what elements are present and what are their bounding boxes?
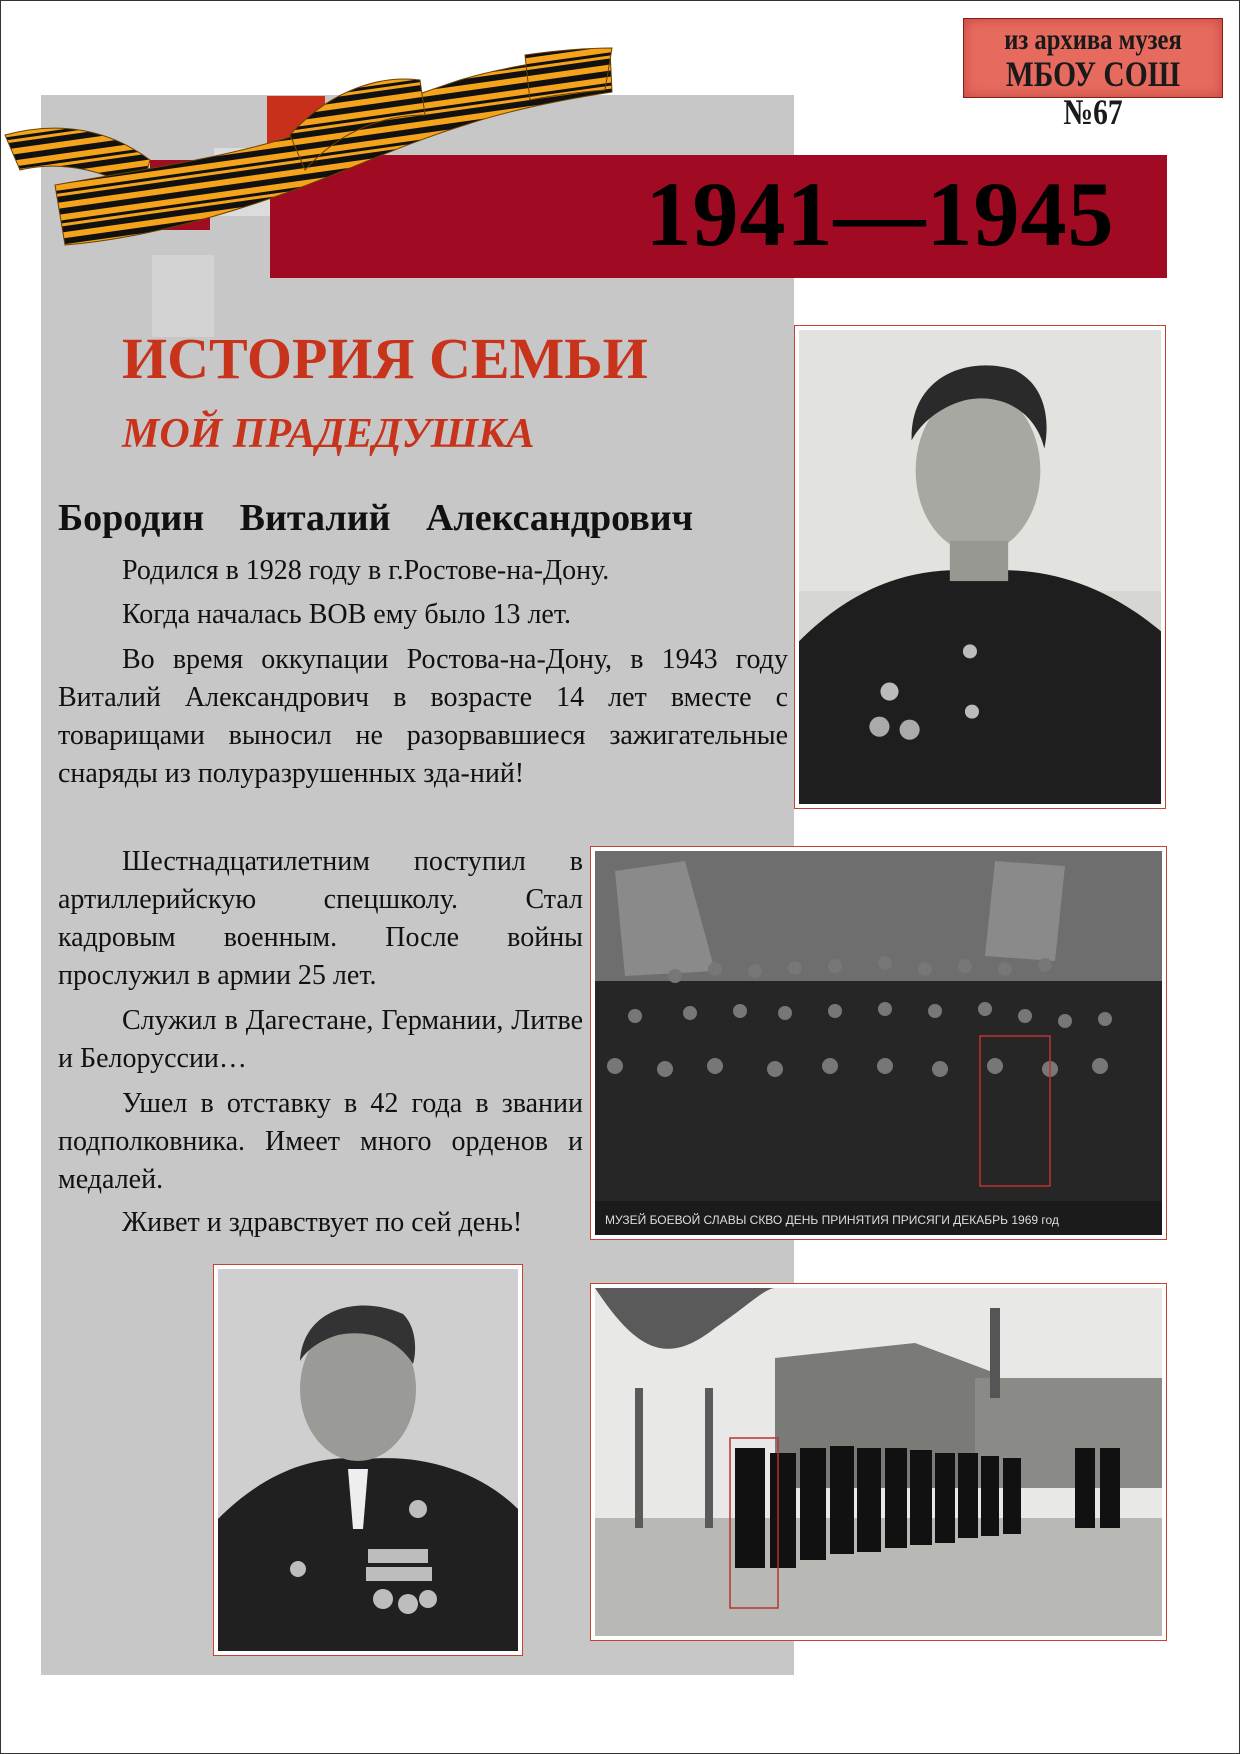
paragraph: Во время оккупации Ростова-на-Дону, в 1943 году Виталий Александрович в возрасте 14 лет вместе с товарищами выносил не разорвавшиеся зажигательные снаряды из полуразрушенных зда-ний! bbox=[58, 644, 788, 789]
marching-photo bbox=[590, 1283, 1167, 1641]
portrait-photo-young bbox=[794, 325, 1166, 809]
group-image bbox=[595, 851, 1162, 1235]
stamp-line2: МБОУ СОШ №67 bbox=[1005, 54, 1181, 132]
portrait-photo-old bbox=[213, 1264, 523, 1656]
paragraph: Родился в 1928 году в г.Ростове-на-Дону. bbox=[122, 555, 610, 586]
paragraph: Живет и здравствует по сей день! bbox=[122, 1207, 523, 1238]
person-name: Бородин Виталий Александрович bbox=[58, 497, 694, 539]
marching-image bbox=[595, 1288, 1162, 1636]
page-title: ИСТОРИЯ СЕМЬИ bbox=[122, 326, 648, 391]
paragraph: Шестнадцатилетним поступил в артиллерийскую спецшколу. Стал кадровым военным. После войны прослужил в армии 25 лет. bbox=[58, 846, 583, 991]
paragraph: Служил в Дагестане, Германии, Литве и Белоруссии… bbox=[58, 1005, 583, 1074]
paragraph: Ушел в отставку в 42 года в звании подполковника. Имеет много орденов и медалей. bbox=[58, 1088, 583, 1195]
group-photo-caption: МУЗЕЙ БОЕВОЙ СЛАВЫ СКВО ДЕНЬ ПРИНЯТИЯ ПРИСЯГИ ДЕКАБРЬ 1969 год bbox=[605, 1213, 1059, 1227]
museum-stamp bbox=[963, 18, 1223, 132]
st-george-ribbon-icon bbox=[0, 20, 620, 280]
stamp-line1: из архива музея bbox=[1004, 23, 1182, 56]
group-photo bbox=[590, 846, 1167, 1240]
page-subtitle: МОЙ ПРАДЕДУШКА bbox=[122, 411, 535, 457]
portrait-image bbox=[799, 330, 1161, 804]
years-heading: 1941—1945 bbox=[645, 163, 1115, 265]
paragraph: Когда началась ВОВ ему было 13 лет. bbox=[122, 599, 571, 630]
portrait-image bbox=[218, 1269, 518, 1651]
